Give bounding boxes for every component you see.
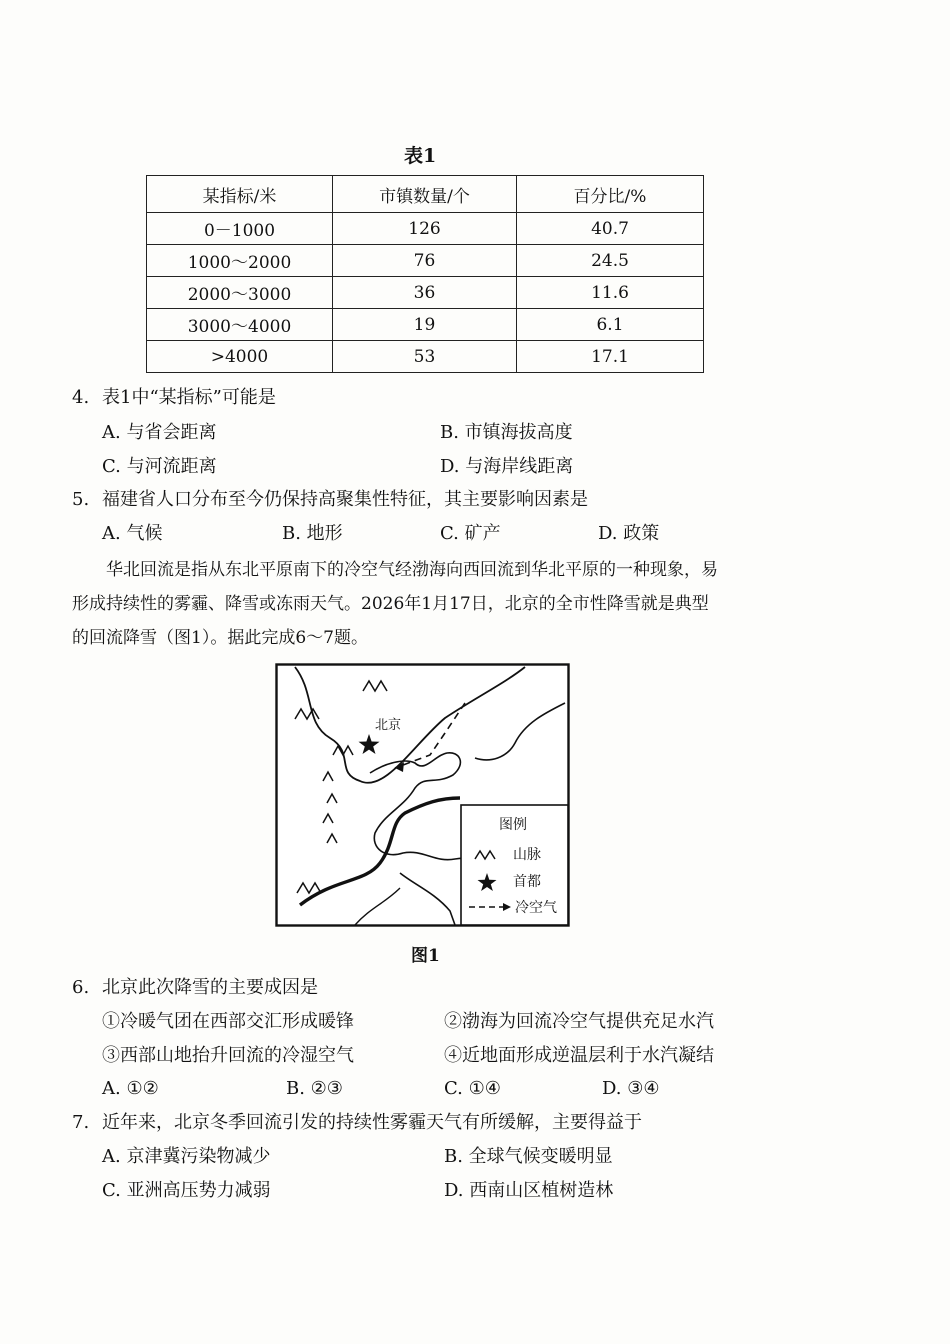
table-cell: 53	[333, 341, 517, 373]
table-cell: 40.7	[517, 213, 704, 245]
option-c: C. 矿产	[440, 523, 501, 544]
legend-title: 图例	[499, 817, 527, 833]
table-cell: 76	[333, 245, 517, 277]
table-caption: 表1	[404, 145, 437, 167]
table-header-cell: 市镇数量/个	[333, 176, 517, 213]
option-a: A. 京津冀污染物减少	[102, 1146, 271, 1167]
statement-4: ④近地面形成逆温层利于水汽凝结	[444, 1045, 714, 1066]
question-number: 7.	[72, 1112, 90, 1133]
question-number: 5.	[72, 489, 90, 510]
table-cell: 36	[333, 277, 517, 309]
table-row	[147, 341, 704, 373]
option-c: C. 亚洲高压势力减弱	[102, 1180, 271, 1201]
option-d: D. ③④	[602, 1078, 660, 1099]
question-number: 4.	[72, 387, 90, 408]
passage-line: 华北回流是指从东北平原南下的冷空气经渤海向西回流到华北平原的一种现象，易	[106, 560, 718, 580]
table-cell: 17.1	[517, 341, 704, 373]
option-b: B. ②③	[286, 1078, 343, 1099]
question-text: 近年来，北京冬季回流引发的持续性雾霾天气有所缓解，主要得益于	[102, 1112, 642, 1133]
table-row	[147, 213, 704, 245]
passage-line: 形成持续性的雾霾、降雪或冻雨天气。2026年1月17日，北京的全市性降雪就是典型	[72, 594, 709, 614]
table-cell: 1000～2000	[147, 245, 333, 277]
passage-line: 的回流降雪（图1）。据此完成6～7题。	[72, 628, 368, 648]
table-row	[147, 309, 704, 341]
legend-label: 山脉	[513, 847, 541, 863]
table-cell: 19	[333, 309, 517, 341]
option-d: D. 西南山区植树造林	[444, 1180, 614, 1201]
table-header-cell: 百分比/%	[517, 176, 704, 213]
option-c: C. ①④	[444, 1078, 501, 1099]
statement-1: ①冷暖气团在西部交汇形成暖锋	[102, 1011, 354, 1032]
table-cell: 6.1	[517, 309, 704, 341]
table-cell: 24.5	[517, 245, 704, 277]
table-row	[147, 277, 704, 309]
option-d: D. 政策	[598, 523, 660, 544]
question-text: 表1中“某指标”可能是	[102, 387, 276, 408]
question-number: 6.	[72, 977, 90, 998]
table-row	[147, 245, 704, 277]
question-7-stem	[72, 1110, 642, 1136]
question-6-stem	[72, 975, 318, 1001]
option-a: A. 与省会距离	[102, 422, 217, 443]
table-cell: 2000～3000	[147, 277, 333, 309]
figure-caption: 图1	[411, 946, 440, 966]
table-cell: 11.6	[517, 277, 704, 309]
option-b: B. 市镇海拔高度	[440, 422, 573, 443]
question-text: 北京此次降雪的主要成因是	[102, 977, 318, 998]
question-4-stem	[72, 385, 276, 411]
statement-2: ②渤海为回流冷空气提供充足水汽	[444, 1011, 714, 1032]
data-table	[146, 175, 704, 373]
option-d: D. 与海岸线距离	[440, 456, 574, 477]
city-label: 北京	[375, 718, 402, 733]
option-b: B. 全球气候变暖明显	[444, 1146, 613, 1167]
legend-label: 冷空气	[515, 900, 557, 916]
option-b: B. 地形	[282, 523, 343, 544]
question-5-stem	[72, 487, 588, 513]
question-text: 福建省人口分布至今仍保持高聚集性特征，其主要影响因素是	[102, 489, 588, 510]
table-cell: 3000～4000	[147, 309, 333, 341]
table-header-row	[147, 176, 704, 213]
legend-label: 首都	[513, 874, 541, 890]
table-cell: 0－1000	[147, 213, 333, 245]
table-header-cell: 某指标/米	[147, 176, 333, 213]
statement-3: ③西部山地抬升回流的冷湿空气	[102, 1045, 354, 1066]
table-cell: 126	[333, 213, 517, 245]
north-china-map	[275, 663, 570, 927]
option-a: A. 气候	[102, 523, 163, 544]
table-cell: >4000	[147, 341, 333, 373]
option-c: C. 与河流距离	[102, 456, 217, 477]
option-a: A. ①②	[102, 1078, 159, 1099]
